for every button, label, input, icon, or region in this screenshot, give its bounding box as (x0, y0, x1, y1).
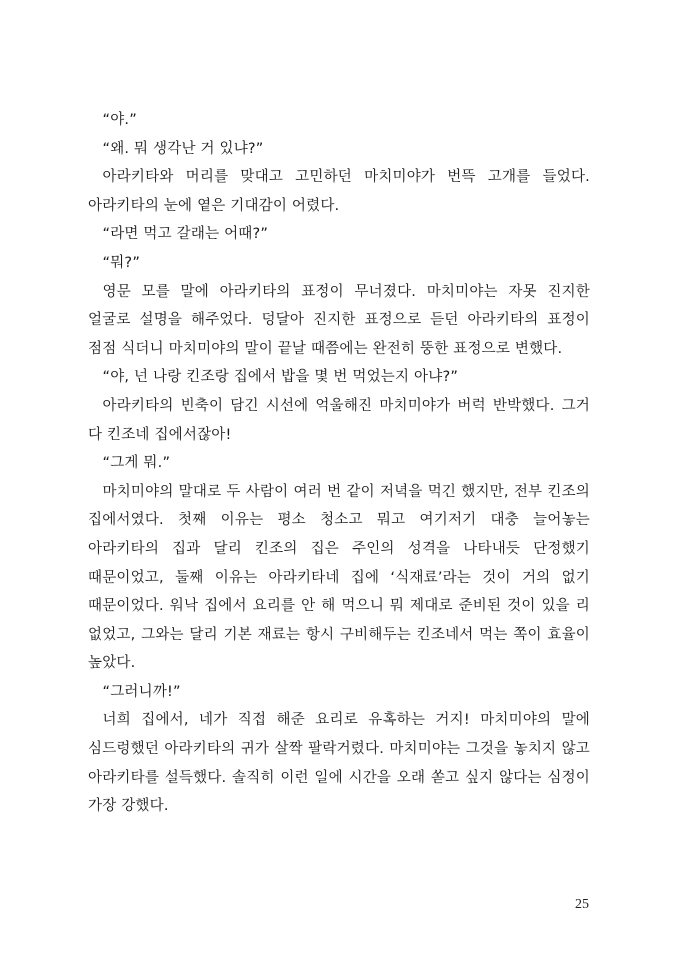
page-number: 25 (575, 897, 589, 912)
paragraph-2: “왜. 뭐 생각난 거 있냐?” (102, 140, 264, 157)
paragraph-4: “라면 먹고 갈래는 어때?” (102, 226, 269, 243)
paragraph-3: 아라키타와 머리를 맞대고 고민하던 마치미야가 번뜩 고개를 들었다. 아라키타의 눈에 옅은 기대감이 어렸다. (88, 169, 590, 214)
paragraph-9: “그게 뭐.” (102, 455, 171, 472)
paragraph-12: 너희 집에서, 네가 직접 해준 요리로 유혹하는 거지! 마치미야의 말에 심드렁했던 아라키타의 귀가 살짝 팔락거렸다. 마치미야는 그것을 놓치지 않고 아라키타를 설득했다. 솔직히 이런 일에 시간을 오래 쏟고 싶지 않다는 심정이 가장 강했다. (88, 712, 590, 815)
paragraph-10: 마치미야의 말대로 두 사람이 여러 번 같이 저녁을 먹긴 했지만, 전부 킨조의 집에서였다. 첫째 이유는 평소 청소고 뭐고 여기저기 대충 늘어놓는 아라키타의 집과 달리 킨조의 집은 주인의 성격을 나타내듯 단정했기 때문이었고, 둘째 이유는 아라키타네 집에 ‘식재료’라는 것이 거의 없기 때문이었다. 워낙 집에서 요리를 안 해 먹으니 뭐 제대로 준비된 것이 있을 리 없었고, 그와는 달리 기본 재료는 항시 구비해두는 킨조네서 먹는 쪽이 효율이 높았다. (88, 483, 590, 672)
paragraph-6: 영문 모를 말에 아라키타의 표정이 무너졌다. 마치미야는 자못 진지한 얼굴로 설명을 해주었다. 덩달아 진지한 표정으로 듣던 아라키타의 표정이 점점 식더니 마치미야의 말이 끝날 때쯤에는 완전히 뚱한 표정으로 변했다. (88, 283, 590, 357)
body-text (88, 106, 590, 821)
paragraph-11: “그러니까!” (102, 683, 181, 700)
paragraph-1: “야.” (102, 112, 137, 128)
paragraph-8: 아라키타의 빈축이 담긴 시선에 억울해진 마치미야가 버럭 반박했다. 그거 다 킨조네 집에서잖아! (88, 397, 590, 443)
paragraph-7: “야, 넌 나랑 킨조랑 집에서 밥을 몇 번 먹었는지 아냐?” (102, 369, 459, 386)
paragraph-5: “뭐?” (102, 254, 141, 271)
